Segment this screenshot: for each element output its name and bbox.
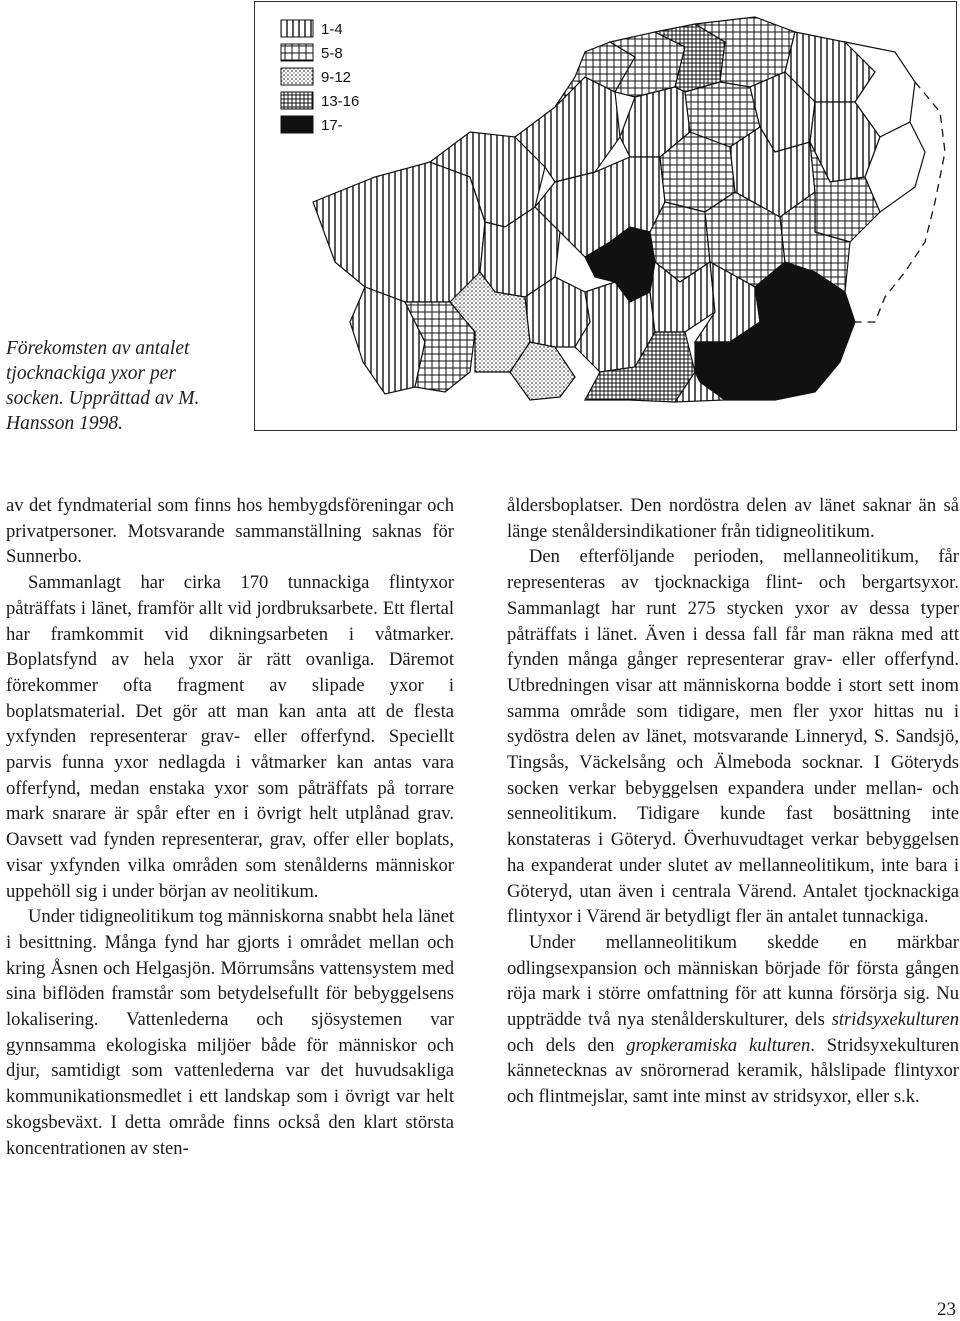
text-run: Under mellanneolitikum skedde en märkbar odlingsexpansion och människan började för första gången röja mark i större omfattning för att kunna försörja sig. Nu uppträdde två nya stenålderskulturer, dels bbox=[507, 931, 959, 1031]
text-run: . Stridsyxekulturen kännetecknas av snörornerad keramik, hålslipade flintyxor och flintmejslar, samt inte minst av stridsyxor, eller s.k. bbox=[507, 1034, 959, 1108]
paragraph: Den efterföljande perioden, mellanneolitikum, får representeras av tjocknackiga flint- och bergartsyxor. Sammanlagt har runt 275 stycken yxor av dessa typer påträffats i länet. Även i dessa fall får man räkna med att fynden många gånger representerar grav- eller offerfynd. Utbredningen visar att människorna bodde i stort sett inom samma område som tidigare, men fler yxor hittas nu i sydöstra delen av länet, motsvarande Linneryd, S. Sandsjö, Tingsås, Väckelsång och Älmeboda socknar. I Göteryds socken verkar bebyggelsen expandera under mellan- och senneolitikum. Tidigare kunde fast bosättning inte konstateras i Göteryd. Överhuvudtaget verkar bebyggelsen ha expanderat under slutet av mellanneolitikum, inte bara i Göteryd, utan även i centrala Värend. Antalet tjocknackiga flintyxor i Värend är betydligt fler än antalet tunnackiga. bbox=[507, 546, 959, 928]
italic-term: stridsyxekulturen bbox=[831, 1009, 959, 1031]
legend-swatch-9-12 bbox=[281, 68, 313, 85]
legend-label: 17- bbox=[321, 117, 343, 134]
legend-label: 13-16 bbox=[321, 93, 360, 110]
map-legend bbox=[281, 20, 359, 134]
legend-label: 1-4 bbox=[321, 21, 343, 38]
paragraph: av det fyndmaterial som finns hos hembygdsföreningar och privatpersoner. Motsvarande sammanställning saknas för Sunnerbo. bbox=[6, 495, 454, 568]
paragraph: åldersboplatser. Den nordöstra delen av länet saknar än så länge stenåldersindikationer från tidigneolitikum. bbox=[507, 495, 959, 542]
legend-swatch-1-4 bbox=[281, 20, 313, 37]
text-run: och dels den bbox=[507, 1034, 627, 1056]
body-text-right-column bbox=[507, 493, 959, 1110]
paragraph: Sammanlagt har cirka 170 tunnackiga flintyxor påträffats i länet, framför allt vid jordbruksarbete. Ett flertal har framkommit vid dikningsarbeten i våtmarker. Boplatsfynd av hela yxor är rätt ovanliga. Däremot förekommer ofta fragment av slipade yxor i boplatsmaterial. Det gör att man kan anta att de flesta yxfynden representerar grav- eller offerfynd. Speciellt parvis funna yxor nedlagda i våtmarker kan antas vara offerfynd, medan enstaka yxor som påträffats på torrare mark snarare är spår efter en i övrigt helt utplånad grav. Oavsett vad fynden representerar, grav, offer eller boplats, visar yxfynden vilka områden som stenålderns människor uppehöll sig i under början av neolitikum. bbox=[6, 572, 454, 902]
body-text-left-column bbox=[6, 493, 454, 1161]
legend-swatch-17 bbox=[281, 116, 313, 133]
italic-term: gropkeramiska kulturen bbox=[626, 1034, 811, 1056]
parish-map bbox=[255, 2, 956, 430]
parish-map-figure bbox=[254, 1, 957, 431]
region bbox=[313, 162, 485, 302]
legend-swatch-5-8 bbox=[281, 44, 313, 61]
figure-caption: Förekomsten av antalet tjocknackiga yxor per socken. Upprättad av M. Hansson 1998. bbox=[6, 338, 200, 434]
paragraph: Under tidigneolitikum tog människorna snabbt hela länet i besittning. Många fynd har gjorts i området mellan och kring Åsnen och Helgasjön. Mörrumsåns vattensystem med sina biflöden framstår som betydelsefullt för bebyggelsens lokalisering. Vattenlederna och sjösystemen var gynnsamma ekologiska miljöer både för människor och djur, samtidigt som vattenlederna var det huvudsakliga kommunikationsmedlet i ett landskap som i övrigt var helt skogsbeväxt. I detta område finns också den klart största koncentrationen av sten- bbox=[6, 906, 454, 1159]
county-map bbox=[313, 17, 925, 402]
legend-label: 9-12 bbox=[321, 69, 352, 86]
page-number: 23 bbox=[937, 1299, 956, 1320]
legend-swatch-13-16 bbox=[281, 92, 313, 109]
paragraph bbox=[507, 930, 959, 1110]
legend-label: 5-8 bbox=[321, 45, 343, 62]
